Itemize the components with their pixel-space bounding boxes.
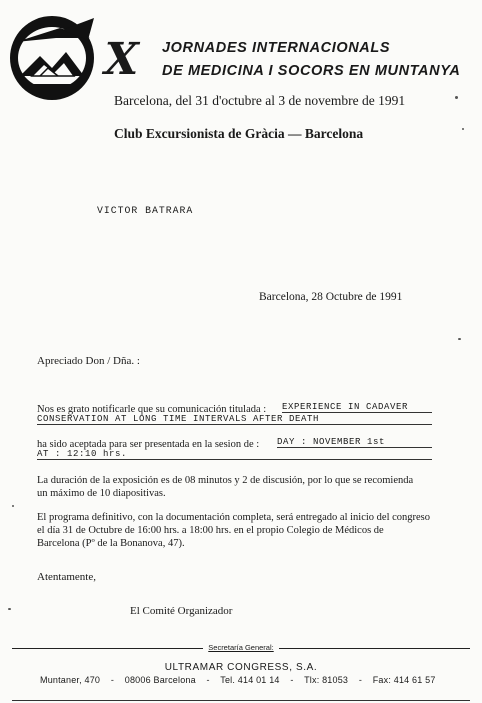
footer-separator: - <box>110 675 115 685</box>
session-time-field: AT : 12:10 hrs. <box>37 449 432 460</box>
footer-fax: Fax: 414 61 57 <box>372 675 436 685</box>
scan-speck <box>8 608 11 610</box>
conference-title-line2: DE MEDICINA I SOCORS EN MUNTANYA <box>162 63 461 79</box>
scan-speck <box>462 128 464 130</box>
scan-speck <box>455 96 458 99</box>
secretariat-label: Secretaría General: <box>0 643 482 652</box>
secretariat-company: ULTRAMAR CONGRESS, S.A. <box>164 662 318 673</box>
closing: Atentamente, <box>37 571 96 583</box>
organizing-club: Club Excursionista de Gràcia — Barcelona <box>114 126 364 141</box>
program-line-2: el día 31 de Octubre de 16:00 hrs. a 18:00 hrs. en el propio Colegio de Médicos de <box>37 525 384 536</box>
mountain-rescue-emblem-icon <box>4 12 102 102</box>
recipient-name: VICTOR BATRARA <box>97 205 194 216</box>
footer-divider-bottom <box>12 700 470 701</box>
letter-place-date: Barcelona, 28 Octubre de 1991 <box>259 291 403 303</box>
edition-roman-numeral: X <box>98 34 144 85</box>
footer-street: Muntaner, 470 <box>40 675 101 685</box>
paper-title-field-2: CONSERVATION AT LONG TIME INTERVALS AFTER DEATH <box>37 414 432 425</box>
duration-line-2: un máximo de 10 diapositivas. <box>37 488 166 499</box>
footer-address <box>40 675 444 685</box>
signature-committee: El Comité Organizador <box>130 605 233 617</box>
footer-zip-city: 08006 Barcelona <box>124 675 196 685</box>
conference-dates: Barcelona, del 31 d'octubre al 3 de novembre de 1991 <box>114 93 406 108</box>
footer-phone: Tel. 414 01 14 <box>220 675 280 685</box>
accepted-text: ha sido aceptada para ser presentada en la sesion de : <box>37 439 260 450</box>
footer-separator: - <box>358 675 363 685</box>
paper-title-field-1: EXPERIENCE IN CADAVER <box>282 402 432 413</box>
program-line-1: El programa definitivo, con la documentación completa, será entregado al inicio del congreso <box>37 512 431 523</box>
scan-speck <box>12 505 14 507</box>
program-paragraph <box>37 511 430 550</box>
notification-text: Nos es grato notificarle que su comunicación titulada : <box>37 404 267 415</box>
footer-separator: - <box>206 675 210 685</box>
footer-telex: Tlx: 81053 <box>304 675 349 685</box>
footer-separator: - <box>290 675 294 685</box>
salutation: Apreciado Don / Dña. : <box>37 355 140 367</box>
duration-paragraph <box>37 474 413 500</box>
program-line-3: Barcelona (Pº de la Bonanova, 47). <box>37 538 185 549</box>
duration-line-1: La duración de la exposición es de 08 minutos y 2 de discusión, por lo que se recomienda <box>37 475 414 486</box>
conference-title-line1: JORNADES INTERNACIONALS <box>162 40 391 56</box>
session-day-field: DAY : NOVEMBER 1st <box>277 437 432 448</box>
scan-speck <box>458 338 461 340</box>
